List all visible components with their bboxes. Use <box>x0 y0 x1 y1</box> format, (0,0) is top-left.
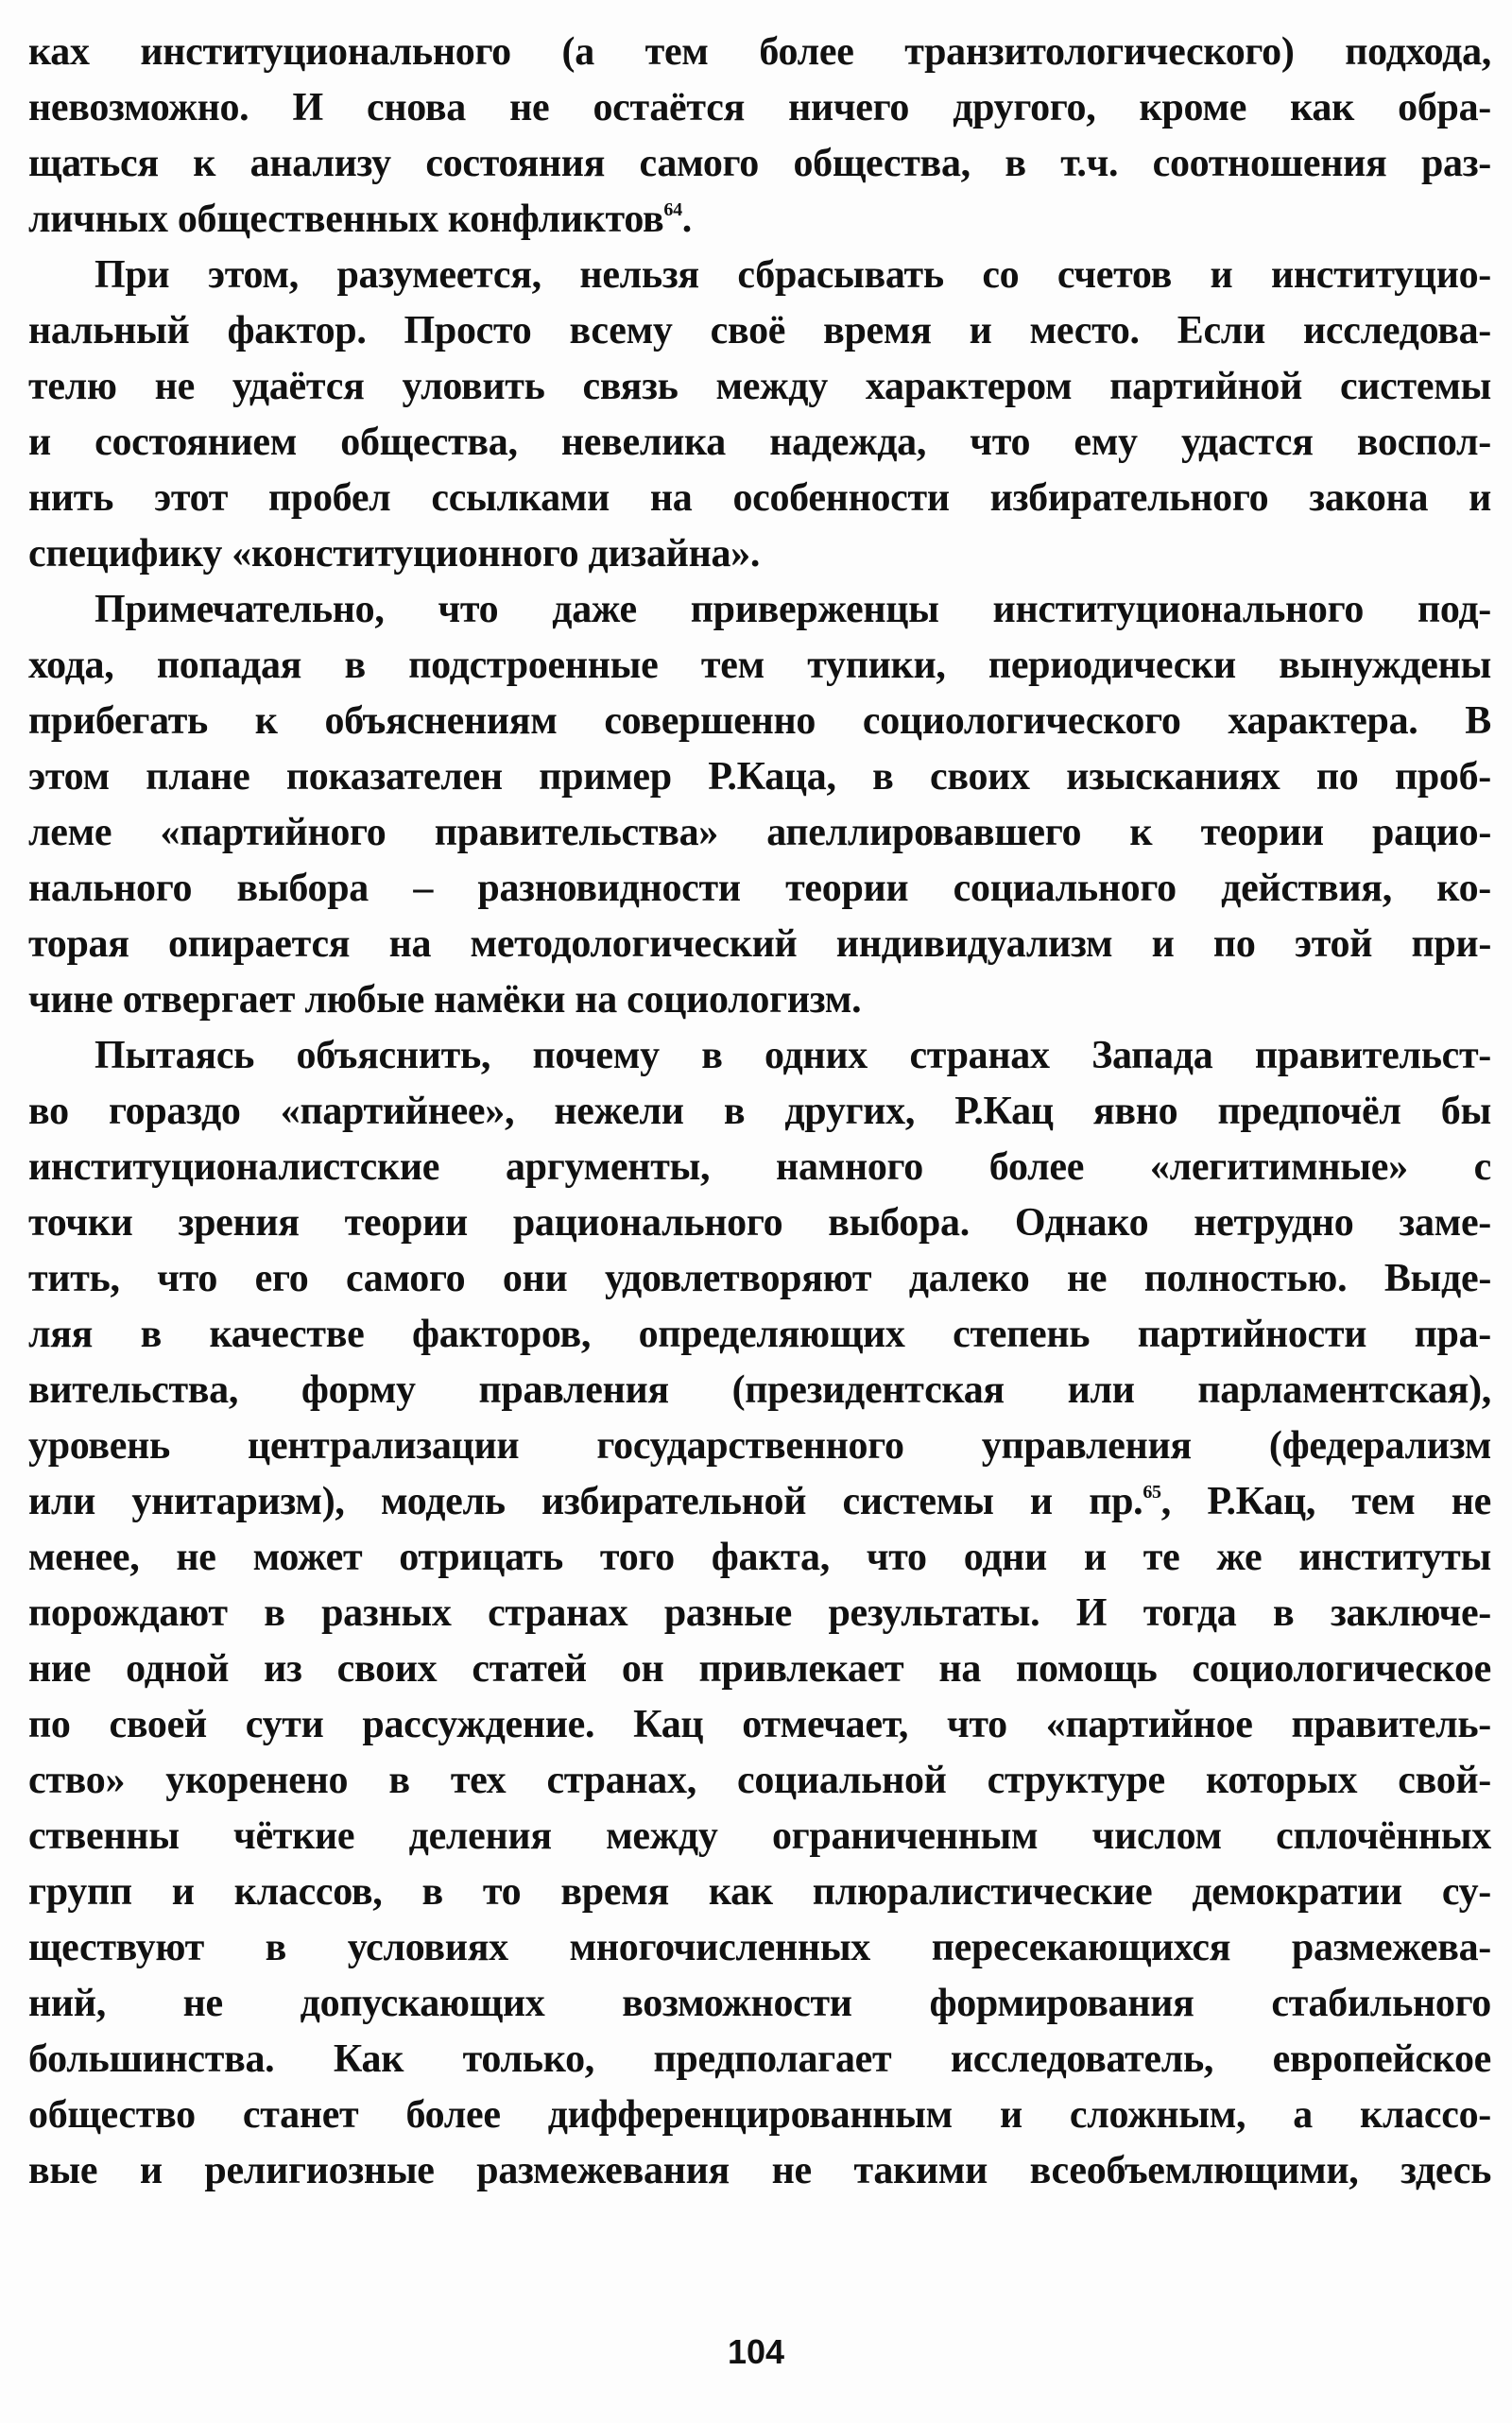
text-line <box>28 192 1491 248</box>
text-line-content: При этом, разумеется, нельзя сбрасывать со счетов и институцио- <box>94 253 1491 297</box>
text-line <box>28 638 1491 694</box>
text-line-content: леме «партийного правительства» апеллировавшего к теории рацио- <box>28 811 1491 854</box>
text-line <box>28 1641 1491 1697</box>
text-line-content: нальный фактор. Просто всему своё время и место. Если исследова- <box>28 309 1491 352</box>
text-line-content: нального выбора – разновидности теории социального действия, ко- <box>28 867 1491 910</box>
text-line-content: ние одной из своих статей он привлекает на помощь социологическое <box>28 1647 1491 1691</box>
text-line <box>28 415 1491 471</box>
text-line-content: ляя в качестве факторов, определяющих степень партийности пра- <box>28 1313 1491 1356</box>
text-line <box>28 1530 1491 1586</box>
text-line-content: по своей сути рассуждение. Кац отмечает, что «партийное правитель- <box>28 1703 1491 1746</box>
text-line-content: тить, что его самого они удовлетворяют далеко не полностью. Выде- <box>28 1257 1491 1300</box>
text-line <box>28 471 1491 526</box>
text-line-continuation: . <box>681 198 692 241</box>
text-line-content: прибегать к объяснениям совершенно социологического характера. В <box>28 699 1491 743</box>
text-line <box>28 1920 1491 1976</box>
text-line-content: чине отвергает любые намёки на социологизм. <box>28 978 862 1022</box>
text-line <box>28 694 1491 749</box>
text-line <box>28 1140 1491 1195</box>
text-line <box>28 2088 1491 2143</box>
text-line <box>28 1697 1491 1753</box>
text-line-content: вые и религиозные размежевания не такими всеобъемлющими, здесь <box>28 2149 1491 2192</box>
text-line <box>28 303 1491 359</box>
text-line <box>28 1084 1491 1140</box>
text-line-content: точки зрения теории рационального выбора. Однако нетрудно заме- <box>28 1201 1491 1245</box>
text-line <box>28 1251 1491 1307</box>
text-line <box>28 582 1491 638</box>
text-line-content: общество станет более дифференцированным и сложным, а классо- <box>28 2093 1491 2137</box>
text-line <box>28 1028 1491 1084</box>
text-line <box>28 1809 1491 1865</box>
body-text <box>28 25 1491 2199</box>
text-line <box>28 917 1491 972</box>
text-line-content: Пытаясь объяснить, почему в одних странах Запада правительст- <box>94 1034 1491 1077</box>
text-line <box>28 136 1491 192</box>
text-line-content: институционалистские аргументы, намного более «легитимные» с <box>28 1145 1491 1189</box>
text-line <box>28 2032 1491 2088</box>
text-line-content: большинства. Как только, предполагает исследователь, европейское <box>28 2037 1491 2081</box>
text-line-content: щаться к анализу состояния самого общества, в т.ч. соотношения раз- <box>28 142 1491 185</box>
text-line-content: телю не удаётся уловить связь между характером партийной системы <box>28 365 1491 408</box>
text-line <box>28 248 1491 303</box>
text-line <box>28 1976 1491 2032</box>
text-line-content: вительства, форму правления (президентская или парламентская), <box>28 1368 1491 1412</box>
text-line <box>28 1586 1491 1641</box>
text-line-content: торая опирается на методологический индивидуализм и по этой при- <box>28 922 1491 966</box>
text-line-content: ство» укоренено в тех странах, социальной структуре которых свой- <box>28 1759 1491 1802</box>
text-line <box>28 1195 1491 1251</box>
text-line <box>28 805 1491 861</box>
text-line <box>28 972 1491 1028</box>
text-line-content: Примечательно, что даже приверженцы институционального под- <box>94 588 1491 631</box>
text-line-content: этом плане показателен пример Р.Каца, в своих изысканиях по проб- <box>28 755 1491 799</box>
text-line-content: нить этот пробел ссылками на особенности избирательного закона и <box>28 476 1491 520</box>
text-line <box>28 359 1491 415</box>
text-line <box>28 1363 1491 1418</box>
text-line <box>28 25 1491 80</box>
text-line <box>28 1307 1491 1363</box>
footnote-reference[interactable]: 65 <box>1143 1482 1161 1503</box>
text-line-content: ках институционального (а тем более транзитологического) подхода, <box>28 30 1491 74</box>
text-line <box>28 861 1491 917</box>
text-line-content: и состоянием общества, невелика надежда, что ему удастся воспол- <box>28 421 1491 464</box>
text-line-content: ственны чёткие деления между ограниченным числом сплочённых <box>28 1814 1491 1858</box>
text-line-content: менее, не может отрицать того факта, что одни и те же институты <box>28 1536 1491 1579</box>
text-line-content: ний, не допускающих возможности формирования стабильного <box>28 1982 1491 2025</box>
text-line <box>28 1753 1491 1809</box>
text-line <box>28 80 1491 136</box>
text-line-content: или унитаризм), модель избирательной системы и пр. <box>28 1480 1143 1523</box>
text-line-content: специфику «конституционного дизайна». <box>28 532 761 576</box>
text-line <box>28 1474 1491 1530</box>
text-line <box>28 1865 1491 1920</box>
text-line-content: уровень централизации государственного управления (федерализм <box>28 1424 1491 1468</box>
text-line-content: ществуют в условиях многочисленных пересекающихся размежева- <box>28 1926 1491 1969</box>
text-line-content: групп и классов, в то время как плюралистические демократии су- <box>28 1870 1491 1914</box>
text-line-content: невозможно. И снова не остаётся ничего другого, кроме как обра- <box>28 86 1491 129</box>
footnote-reference[interactable]: 64 <box>663 199 682 220</box>
text-line <box>28 2143 1491 2199</box>
page-number: 104 <box>727 2332 785 2371</box>
text-line-content: личных общественных конфликтов <box>28 198 664 241</box>
text-line-content: хода, попадая в подстроенные тем тупики, периодически вынуждены <box>28 644 1491 687</box>
text-line <box>28 526 1491 582</box>
text-line-continuation: , Р.Кац, тем не <box>1160 1480 1491 1523</box>
text-line <box>28 1418 1491 1474</box>
text-line <box>28 749 1491 805</box>
text-line-content: порождают в разных странах разные результаты. И тогда в заключе- <box>28 1591 1491 1635</box>
text-line-content: во гораздо «партийнее», нежели в других, Р.Кац явно предпочёл бы <box>28 1090 1491 1133</box>
